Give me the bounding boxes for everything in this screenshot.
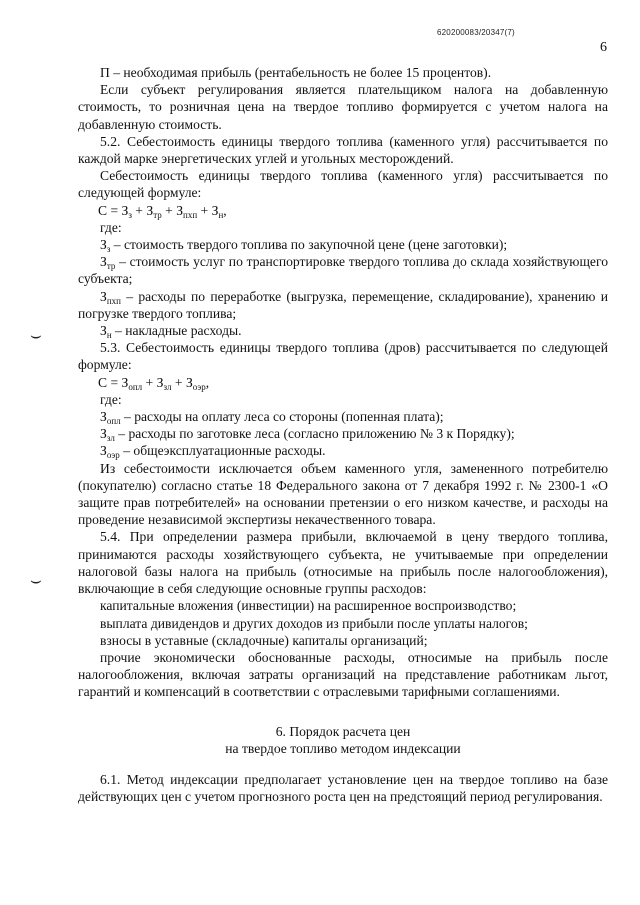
paragraph: 6.1. Метод индексации предполагает установление цен на твердое топливо на базе действующих цен с учетом прогнозного роста цен на предстоящий период регулирования. — [78, 771, 608, 805]
paragraph: Из себестоимости исключается объем каменного угля, замененного потребителю (покупателю) согласно статье 18 Федерального закона от 7 декабря 1992 г. № 2300-1 «О защите прав потребителей» на основании претензии о его низком качестве, и расходы на проведение независимой экспертизы некачественного товара. — [78, 460, 608, 528]
section-heading: на твердое топливо методом индексации — [225, 740, 461, 756]
where-label: где: — [100, 391, 122, 407]
paragraph: П – необходимая прибыль (рентабельность не более 15 процентов). — [100, 65, 492, 80]
definition: $З_{зл}$ – расходы по заготовке леса (согласно приложению № 3 к Порядку); — [100, 426, 515, 444]
definition: $З_{пхп}$ – расходы по переработке (выгрузка, перемещение, складирование), хранению и погрузке твердого топлива; — [78, 288, 608, 321]
formula-wood: $С = З_{опл} + З_{зл} + З_{оэр}$, — [98, 374, 210, 392]
paragraph: Если субъект регулирования является плательщиком налога на добавленную стоимость, то розничная цена на твердое топливо формируется с учетом налога на добавленную стоимость. — [78, 82, 608, 132]
definition: $З_н$ – накладные расходы. — [100, 323, 242, 341]
definition: $З_{оэр}$ – общеэксплуатационные расходы. — [100, 443, 326, 461]
page-number: 6 — [600, 40, 607, 55]
list-item: капитальные вложения (инвестиции) на расширенное воспроизводство; — [100, 598, 517, 614]
section-heading: 6. Порядок расчета цен — [275, 723, 411, 739]
paragraph: прочие экономически обоснованные расходы, относимые на прибыль после налогообложения, включая затраты организаций на представление работникам льгот, гарантий и компенсаций в соответствии с отраслевыми тарифными соглашениями. — [78, 649, 608, 700]
list-item: взносы в уставные (складочные) капиталы организаций; — [100, 632, 428, 648]
where-label: где: — [100, 219, 122, 235]
document-code: 620200083/20347(7) — [437, 28, 515, 37]
paragraph: Себестоимость единицы твердого топлива (каменного угля) рассчитывается по следующей формуле: — [78, 168, 608, 201]
list-item: выплата дивидендов и других доходов из прибыли после уплаты налогов; — [100, 615, 528, 631]
formula-coal: $С = З_з + З_{тр} + З_{пхп} + З_н$, — [98, 202, 227, 220]
paragraph: 5.3. Себестоимость единицы твердого топлива (дров) рассчитывается по следующей формуле: — [78, 340, 608, 373]
definition: $З_{опл}$ – расходы на оплату леса со стороны (попенная плата); — [100, 409, 444, 427]
margin-mark-icon: ⌣ — [30, 325, 42, 346]
paragraph: 5.4. При определении размера прибыли, включаемой в цену твердого топлива, принимаются расходы хозяйствующего субъекта, не учитываемые при определении налоговой базы налога на прибыль (относимые на прибыль после налогообложения), включающие в себя следующие основные группы расходов: — [78, 529, 608, 597]
definition: $З_з$ – стоимость твердого топлива по закупочной цене (цене заготовки); — [100, 237, 508, 255]
margin-mark-icon: ⌣ — [30, 570, 42, 591]
definition: $З_{тр}$ – стоимость услуг по транспортировке твердого топлива до склада хозяйствующего субъекта; — [78, 254, 608, 287]
paragraph: 5.2. Себестоимость единицы твердого топлива (каменного угля) рассчитывается по каждой марке энергетических углей и угольных месторождений. — [78, 133, 608, 167]
document-body — [78, 64, 608, 805]
